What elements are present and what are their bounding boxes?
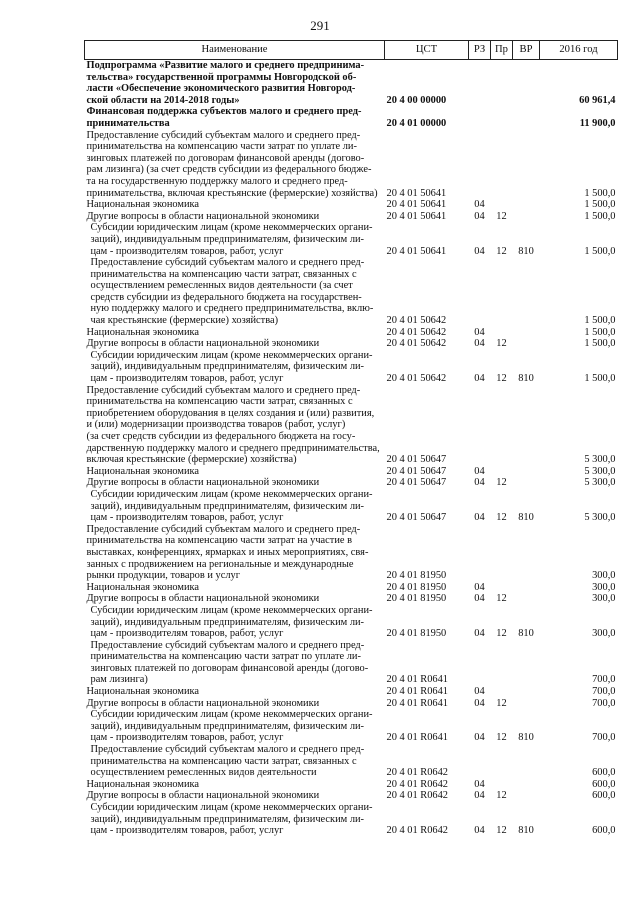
row-name: Другие вопросы в области национальной экономики — [86, 210, 320, 222]
table-row — [85, 779, 618, 791]
row-rz: 04 — [474, 338, 485, 350]
row-amount: 5 300,0 — [584, 454, 616, 466]
row-rz — [469, 106, 491, 129]
row-name: Национальная экономика — [86, 778, 200, 790]
row-name: Финансовая поддержка субъектов малого и среднего пред- принимательства — [86, 106, 362, 129]
row-pr — [491, 60, 513, 107]
row-vr — [513, 582, 540, 594]
row-rz — [469, 744, 491, 779]
row-name: Другие вопросы в области национальной экономики — [86, 790, 320, 802]
row-name: Предоставление субсидий субъектам малого и среднего пред- принимательства на компенсацию части затрат, связанных с приобретением оборудования в целях создания и (или) развития, и (или) модернизации производства товаров (работ, услуг) (за счет средств субсидии из федерального бюджета на госу- дарственную поддержку малого и среднего предпринимательства, включая крестьянские (фермерские) хозяйства) — [86, 384, 380, 466]
table-row — [85, 686, 618, 698]
table-row — [85, 466, 618, 478]
row-vr — [513, 327, 540, 339]
row-vr — [513, 698, 540, 710]
row-amount: 700,0 — [592, 732, 616, 744]
row-cst: 20 4 01 R0641 — [386, 732, 448, 744]
row-rz — [469, 60, 491, 107]
row-vr: 810 — [518, 732, 534, 744]
row-vr — [513, 477, 540, 489]
row-pr: 12 — [496, 338, 507, 350]
row-name: Предоставление субсидий субъектам малого и среднего пред- принимательства на компенсацию части затрат по уплате ли- зинговых платежей по договорам финансовой аренды (догово- рам лизинга) — [90, 639, 369, 686]
row-cst: 20 4 01 R0642 — [386, 825, 448, 837]
row-cst: 20 4 01 50647 — [386, 477, 447, 489]
row-cst: 20 4 01 R0642 — [386, 778, 448, 790]
row-name: Предоставление субсидий субъектам малого и среднего пред- принимательства на компенсацию части затрат, связанных с осуществлением ремесленных видов деятельности (за счет средств субсидии из федерального бюджета на государствен- ную поддержку малого и среднего предпринимательства, вклю- чая крестьянские (фермерские) хозяйства) — [90, 257, 374, 327]
row-pr — [491, 199, 513, 211]
table-row — [85, 350, 618, 385]
row-rz — [469, 524, 491, 582]
row-rz: 04 — [474, 825, 485, 837]
row-cst: 20 4 01 R0642 — [386, 767, 448, 779]
table-row — [85, 130, 618, 200]
row-amount: 300,0 — [592, 628, 616, 640]
row-name: Субсидии юридическим лицам (кроме некоммерческих органи- заций), индивидуальным предпринимателям, физическим ли- цам - производителям товаров, работ, услуг — [90, 222, 373, 257]
row-cst: 20 4 01 R0641 — [386, 686, 448, 698]
row-amount: 700,0 — [592, 686, 616, 698]
row-amount: 600,0 — [592, 790, 616, 802]
row-pr — [491, 686, 513, 698]
row-amount: 1 500,0 — [584, 373, 616, 385]
row-vr — [513, 130, 540, 200]
row-pr — [491, 744, 513, 779]
row-cst: 20 4 01 50641 — [386, 199, 447, 211]
row-name: Другие вопросы в области национальной экономики — [86, 477, 320, 489]
row-pr: 12 — [496, 373, 507, 385]
row-cst: 20 4 01 R0642 — [386, 790, 448, 802]
header-rz: РЗ — [469, 41, 491, 60]
table-row — [85, 790, 618, 802]
row-pr — [491, 257, 513, 327]
row-cst: 20 4 01 50647 — [386, 454, 447, 466]
row-pr — [491, 130, 513, 200]
row-name: Национальная экономика — [86, 199, 200, 211]
row-amount: 1 500,0 — [584, 187, 616, 199]
row-amount: 600,0 — [592, 825, 616, 837]
row-vr: 810 — [518, 373, 534, 385]
row-cst: 20 4 01 50642 — [386, 326, 447, 338]
row-cst: 20 4 01 50641 — [386, 210, 447, 222]
row-amount: 1 500,0 — [584, 326, 616, 338]
row-name: Предоставление субсидий субъектам малого и среднего пред- принимательства на компенсацию части затрат на участие в выставках, конференциях, ярмарках и иных мероприятиях, свя- занных с продвижением на региональные и международные рынки продукции, товаров и услуг — [86, 523, 369, 582]
row-amount: 600,0 — [592, 778, 616, 790]
row-rz — [469, 257, 491, 327]
row-name: Субсидии юридическим лицам (кроме некоммерческих органи- заций), индивидуальным предпринимателям, физическим ли- цам - производителям товаров, работ, услуг — [90, 488, 373, 524]
table-row — [85, 582, 618, 594]
row-pr: 12 — [496, 593, 507, 605]
row-pr — [491, 582, 513, 594]
row-cst: 20 4 01 50641 — [386, 187, 447, 199]
row-rz: 04 — [474, 686, 485, 698]
table-row — [85, 744, 618, 779]
row-vr — [513, 790, 540, 802]
row-pr — [491, 779, 513, 791]
row-vr — [513, 779, 540, 791]
row-cst: 20 4 01 81950 — [386, 628, 447, 640]
row-rz: 04 — [474, 210, 485, 222]
row-pr: 12 — [496, 628, 507, 640]
row-vr — [513, 257, 540, 327]
row-vr: 810 — [518, 825, 534, 837]
row-amount: 60 961,4 — [579, 94, 616, 106]
row-rz: 04 — [474, 581, 485, 593]
row-amount: 1 500,0 — [584, 210, 616, 222]
row-rz: 04 — [474, 790, 485, 802]
budget-table — [84, 40, 618, 837]
row-rz: 04 — [474, 326, 485, 338]
row-amount: 300,0 — [592, 570, 616, 582]
row-rz: 04 — [474, 732, 485, 744]
row-vr: 810 — [518, 512, 534, 524]
table-row — [85, 709, 618, 744]
row-vr — [513, 524, 540, 582]
row-name: Предоставление субсидий субъектам малого и среднего пред- принимательства на компенсацию части затрат по уплате ли- зинговых платежей по договорам финансовой аренды (догово- рам лизинга) (за счет средств субсидии из федерального бюдже- та на государственную поддержку малого и среднего пред- принимательства, включая крестьянские (фермерские) хозяйства) — [86, 129, 378, 199]
header-vr: ВР — [513, 41, 540, 60]
row-amount: 5 300,0 — [584, 477, 616, 489]
row-cst: 20 4 01 81950 — [386, 581, 447, 593]
row-vr — [513, 211, 540, 223]
row-vr — [513, 744, 540, 779]
row-amount: 1 500,0 — [584, 245, 616, 257]
row-cst: 20 4 01 50642 — [386, 338, 447, 350]
row-pr — [491, 106, 513, 129]
table-row — [85, 385, 618, 466]
row-pr: 12 — [496, 697, 507, 709]
row-rz: 04 — [474, 465, 485, 477]
row-amount: 600,0 — [592, 767, 616, 779]
table-row — [85, 106, 618, 129]
row-rz: 04 — [474, 593, 485, 605]
row-name: Национальная экономика — [86, 581, 200, 593]
row-cst: 20 4 01 50641 — [386, 245, 447, 257]
row-amount: 700,0 — [592, 674, 616, 686]
row-pr — [491, 524, 513, 582]
table-row — [85, 489, 618, 524]
row-rz — [469, 385, 491, 466]
row-rz: 04 — [474, 245, 485, 257]
row-pr — [491, 385, 513, 466]
header-cst: ЦСТ — [385, 41, 469, 60]
table-row — [85, 605, 618, 640]
row-pr — [491, 327, 513, 339]
row-cst: 20 4 00 00000 — [386, 94, 447, 106]
table-row — [85, 524, 618, 582]
page-number: 291 — [310, 18, 330, 33]
table-row — [85, 338, 618, 350]
row-name: Подпрограмма «Развитие малого и среднего предпринима- тельства» государственной программы Новгородской об- ласти «Обеспечение экономического развития Новгород- ской области на 2014-2018 годы» — [86, 60, 365, 106]
row-vr — [513, 338, 540, 350]
row-cst: 20 4 01 50647 — [386, 465, 447, 477]
table-row — [85, 698, 618, 710]
table-row — [85, 327, 618, 339]
row-cst: 20 4 01 R0641 — [386, 674, 448, 686]
header-name: Наименование — [85, 41, 385, 60]
table-row — [85, 593, 618, 605]
row-name: Национальная экономика — [86, 686, 200, 698]
row-rz: 04 — [474, 373, 485, 385]
header-year: 2016 год — [540, 41, 618, 60]
row-name: Другие вопросы в области национальной экономики — [86, 338, 320, 350]
row-pr: 12 — [496, 210, 507, 222]
row-cst: 20 4 01 50642 — [386, 373, 447, 385]
row-amount: 11 900,0 — [579, 117, 616, 129]
row-vr — [513, 466, 540, 478]
row-amount: 300,0 — [592, 581, 616, 593]
table-row — [85, 199, 618, 211]
row-vr — [513, 60, 540, 107]
row-amount: 5 300,0 — [584, 465, 616, 477]
row-cst: 20 4 01 81950 — [386, 570, 447, 582]
row-name: Национальная экономика — [86, 326, 200, 338]
row-cst: 20 4 01 50647 — [386, 512, 447, 524]
row-name: Субсидии юридическим лицам (кроме некоммерческих органи- заций), индивидуальным предпринимателям, физическим ли- цам - производителям товаров, работ, услуг — [90, 802, 373, 837]
row-cst: 20 4 01 00000 — [386, 117, 447, 129]
row-vr — [513, 385, 540, 466]
row-amount: 1 500,0 — [584, 338, 616, 350]
row-amount: 300,0 — [592, 593, 616, 605]
row-name: Другие вопросы в области национальной экономики — [86, 593, 320, 605]
row-cst: 20 4 01 81950 — [386, 593, 447, 605]
row-name: Субсидии юридическим лицам (кроме некоммерческих органи- заций), индивидуальным предпринимателям, физическим ли- цам - производителям товаров, работ, услуг — [90, 604, 373, 640]
row-name: Национальная экономика — [86, 465, 200, 477]
table-body — [85, 60, 618, 837]
table-row — [85, 211, 618, 223]
row-vr — [513, 686, 540, 698]
row-amount: 5 300,0 — [584, 512, 616, 524]
row-name: Другие вопросы в области национальной экономики — [86, 697, 320, 709]
table-row — [85, 477, 618, 489]
table-row — [85, 60, 618, 107]
row-name: Субсидии юридическим лицам (кроме некоммерческих органи- заций), индивидуальным предпринимателям, физическим ли- цам - производителям товаров, работ, услуг — [90, 349, 373, 385]
row-rz: 04 — [474, 512, 485, 524]
row-vr — [513, 640, 540, 686]
row-amount: 700,0 — [592, 697, 616, 709]
table-row — [85, 640, 618, 686]
row-vr: 810 — [518, 628, 534, 640]
row-pr: 12 — [496, 732, 507, 744]
row-rz: 04 — [474, 199, 485, 211]
row-pr: 12 — [496, 477, 507, 489]
row-pr — [491, 466, 513, 478]
row-pr: 12 — [496, 790, 507, 802]
row-rz: 04 — [474, 628, 485, 640]
table-row — [85, 802, 618, 837]
row-vr — [513, 593, 540, 605]
row-rz — [469, 640, 491, 686]
row-pr: 12 — [496, 512, 507, 524]
header-pr: Пр — [491, 41, 513, 60]
row-amount: 1 500,0 — [584, 315, 616, 327]
row-amount: 1 500,0 — [584, 199, 616, 211]
row-pr: 12 — [496, 825, 507, 837]
row-rz: 04 — [474, 778, 485, 790]
row-name: Субсидии юридическим лицам (кроме некоммерческих органи- заций), индивидуальным предпринимателям, физическим ли- цам - производителям товаров, работ, услуг — [90, 709, 373, 744]
table-header — [85, 41, 618, 60]
row-pr: 12 — [496, 245, 507, 257]
row-rz: 04 — [474, 697, 485, 709]
row-cst: 20 4 01 50642 — [386, 315, 447, 327]
row-vr — [513, 106, 540, 129]
row-name: Предоставление субсидий субъектам малого и среднего пред- принимательства на компенсацию части затрат, связанных с осуществлением ремесленных видов деятельности — [90, 744, 365, 779]
row-vr — [513, 199, 540, 211]
row-rz: 04 — [474, 477, 485, 489]
header-row — [85, 41, 618, 60]
row-rz — [469, 130, 491, 200]
row-pr — [491, 640, 513, 686]
row-cst: 20 4 01 R0641 — [386, 697, 448, 709]
table-row — [85, 257, 618, 327]
table-row — [85, 222, 618, 257]
row-vr: 810 — [518, 245, 534, 257]
